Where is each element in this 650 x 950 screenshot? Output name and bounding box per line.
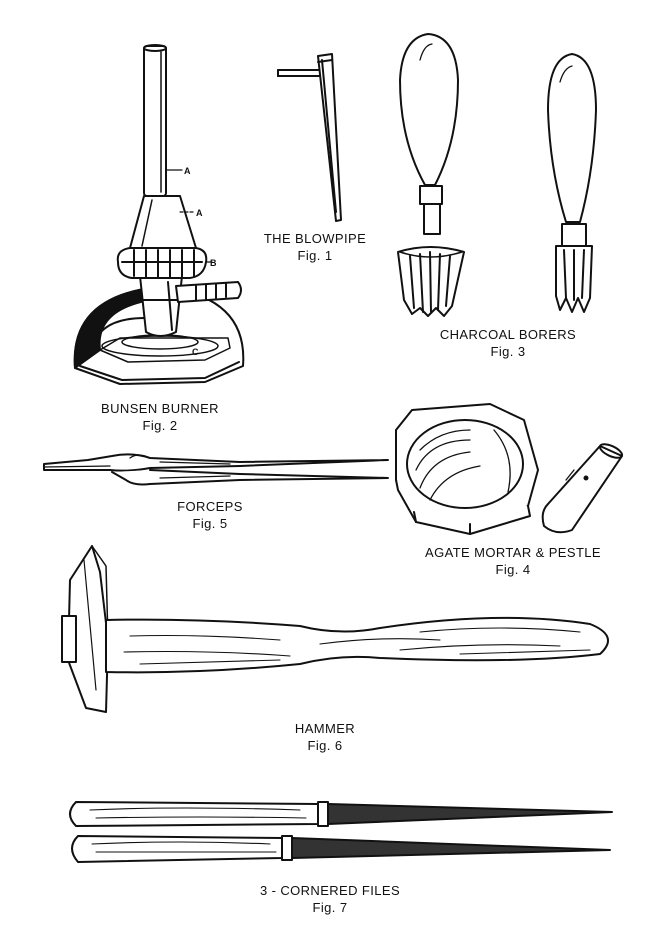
forceps-caption <box>150 498 270 532</box>
hammer-caption <box>270 720 380 754</box>
agate-mortar-caption <box>400 544 626 578</box>
charcoal-borers-caption <box>418 326 598 360</box>
label-b: B <box>210 258 217 268</box>
agate-mortar-drawing <box>396 404 538 534</box>
pestle-drawing <box>543 441 624 532</box>
file-upper-drawing <box>70 802 612 826</box>
bunsen-burner-drawing <box>75 45 244 384</box>
blowpipe-drawing <box>278 54 341 221</box>
label-a1: A <box>184 166 191 176</box>
files-caption <box>230 882 430 916</box>
bunsen-burner-caption <box>80 400 240 434</box>
hammer-fig-number: Fig. 6 <box>307 738 343 753</box>
forceps-title: FORCEPS <box>177 499 243 514</box>
bunsen-burner-title: BUNSEN BURNER <box>101 401 219 416</box>
hammer-title: HAMMER <box>294 721 356 736</box>
label-c: C <box>192 347 199 357</box>
blowpipe-title: THE BLOWPIPE <box>263 231 367 246</box>
files-title: 3 - CORNERED FILES <box>259 883 401 898</box>
forceps-fig-number: Fig. 5 <box>192 516 228 531</box>
charcoal-borers-fig-number: Fig. 3 <box>490 344 526 359</box>
charcoal-borer-right-drawing <box>548 54 596 312</box>
charcoal-borer-left-drawing <box>398 34 464 316</box>
agate-mortar-title: AGATE MORTAR & PESTLE <box>425 545 601 560</box>
agate-mortar-fig-number: Fig. 4 <box>495 562 531 577</box>
forceps-drawing <box>44 454 388 484</box>
file-lower-drawing <box>72 836 610 862</box>
charcoal-borers-title: CHARCOAL BORERS <box>439 327 577 342</box>
files-fig-number: Fig. 7 <box>312 900 348 915</box>
blowpipe-caption <box>250 230 380 264</box>
bunsen-burner-fig-number: Fig. 2 <box>142 418 178 433</box>
label-a2: A <box>196 208 203 218</box>
blowpipe-fig-number: Fig. 1 <box>297 248 333 263</box>
